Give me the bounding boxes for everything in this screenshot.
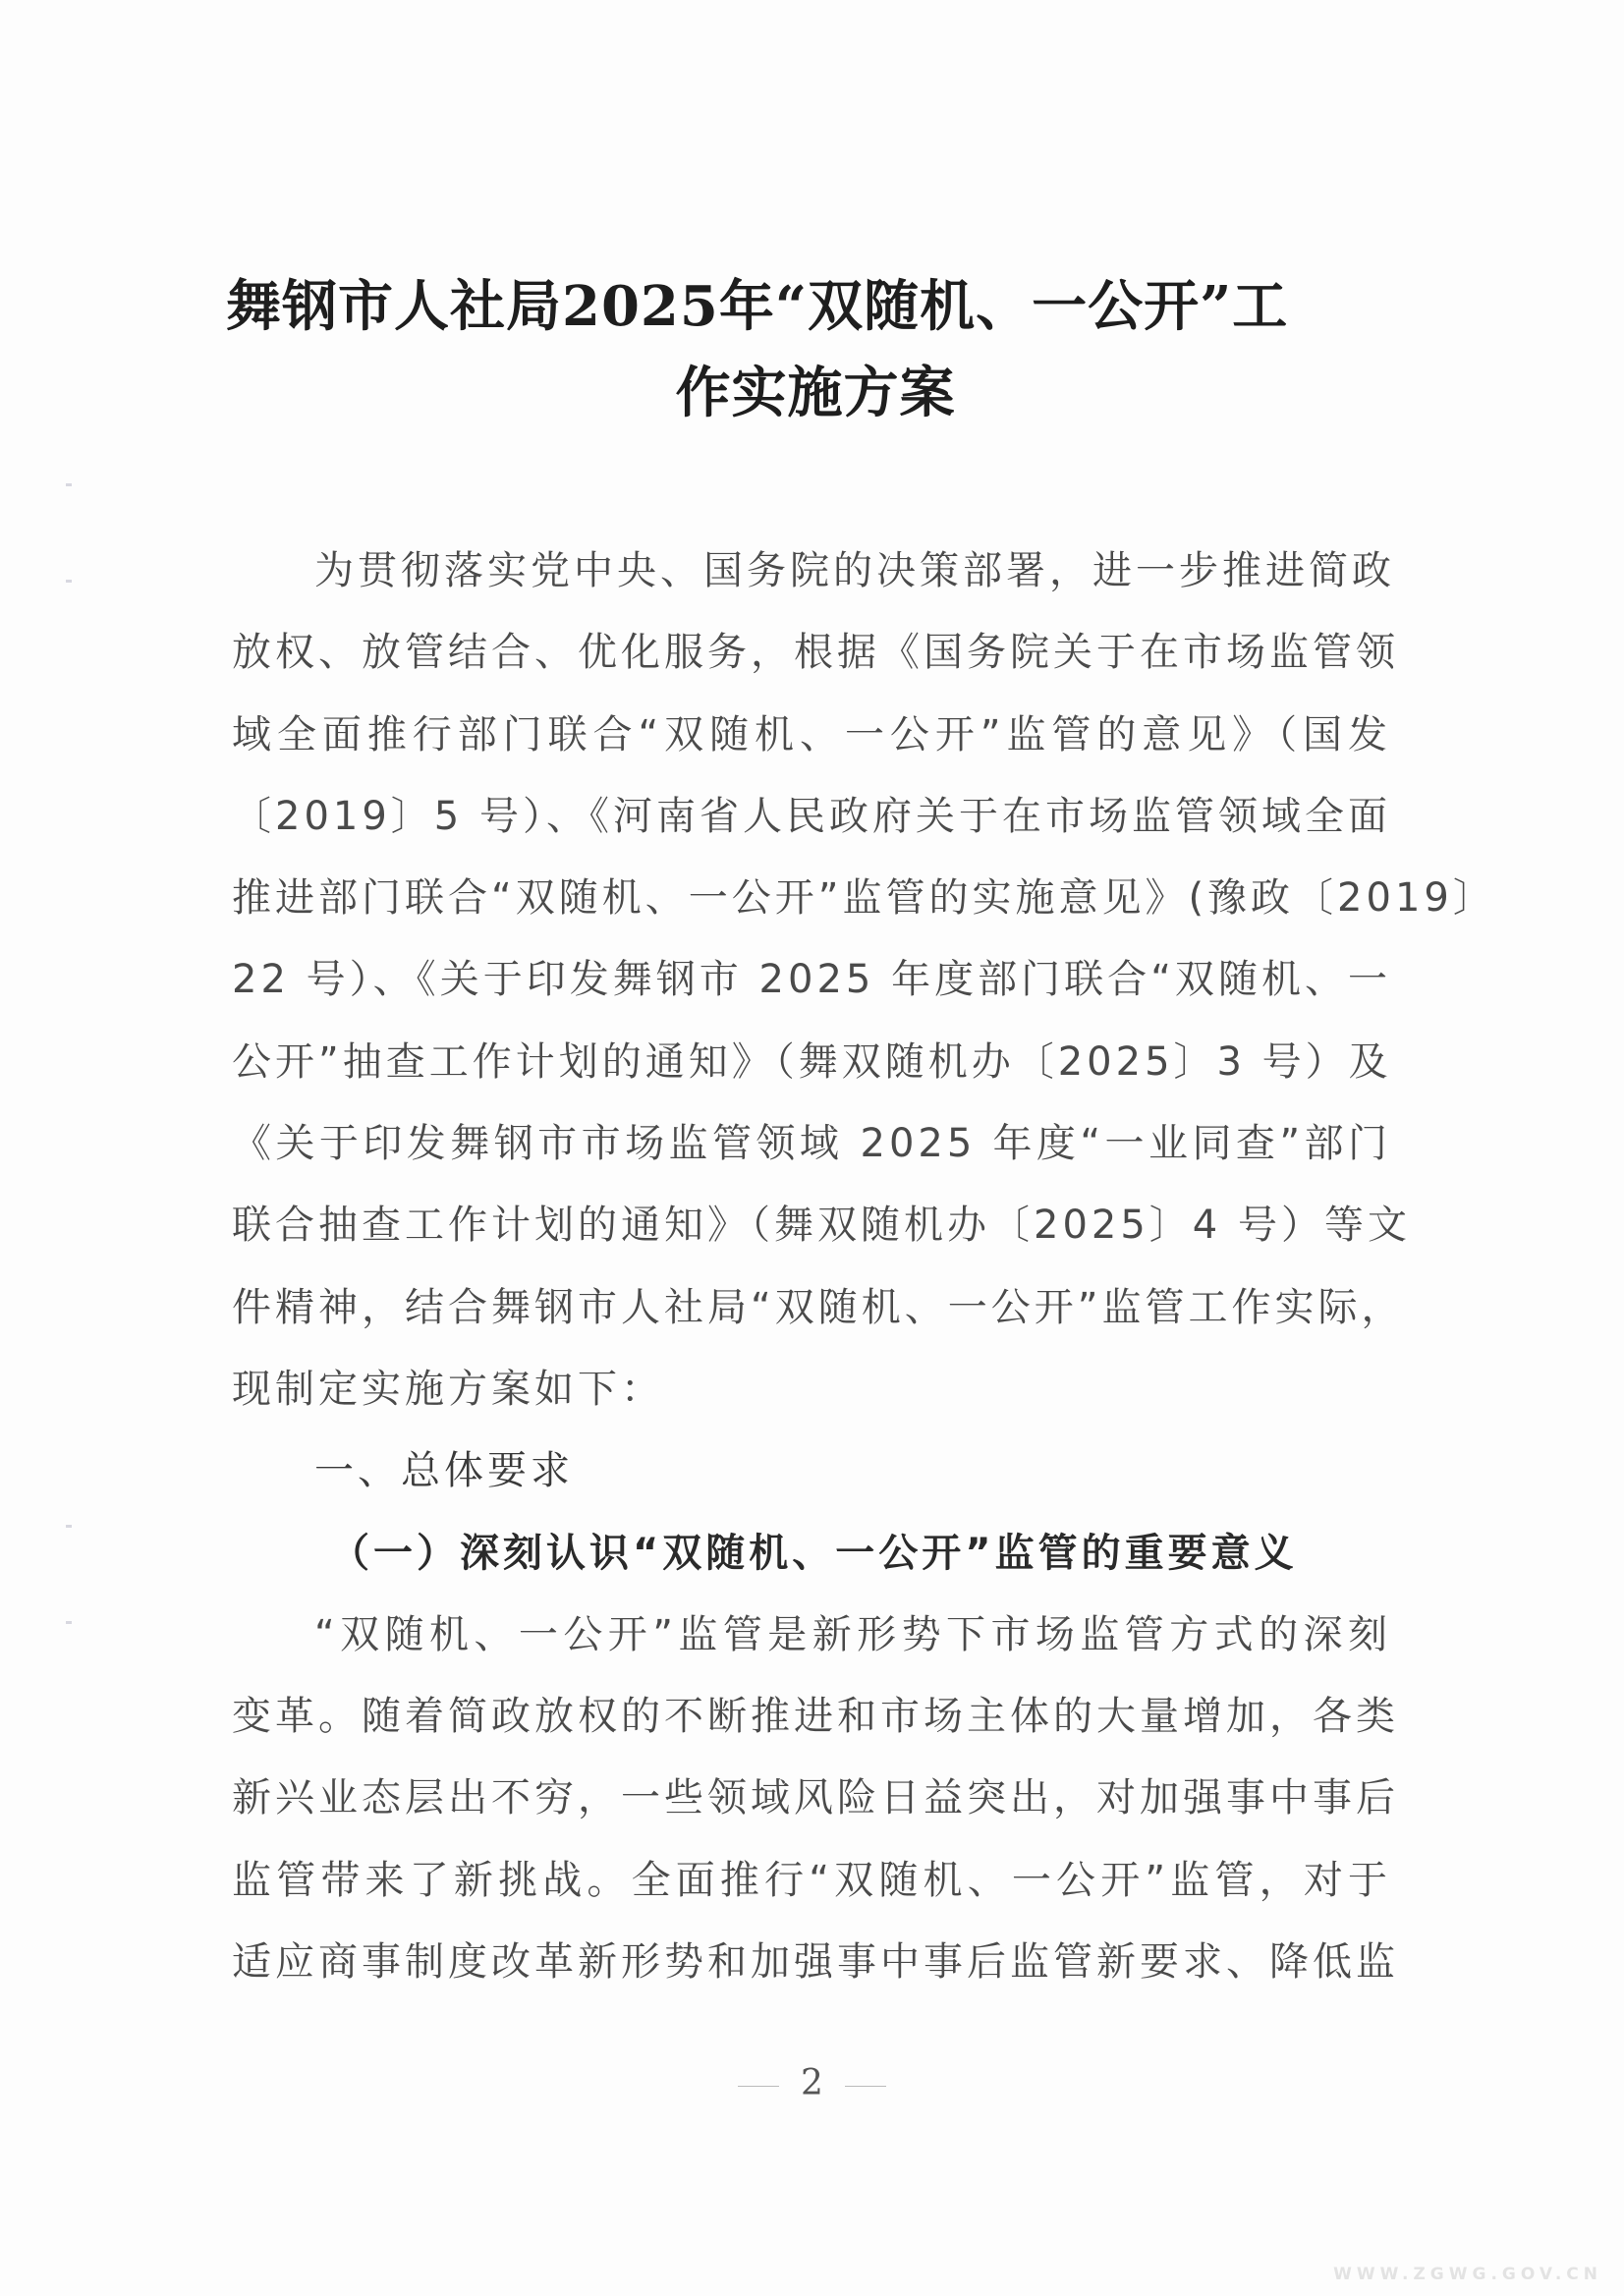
section-heading: 一、总体要求: [314, 1448, 574, 1494]
text-line: 《关于印发舞钢市市场监管领域 2025 年度“一业同查”部门: [232, 1121, 1391, 1167]
text-line: 公开”抽查工作计划的通知》（舞双随机办〔2025〕3 号）及: [232, 1038, 1392, 1085]
document-title: [226, 263, 1405, 436]
page-number: 2: [801, 2063, 823, 2103]
text-line: 域全面推行部门联合“双随机、一公开”监管的意见》（国发: [232, 711, 1391, 757]
subsection-paragraph: [232, 1595, 1399, 2003]
text-line: 监管带来了新挑战。全面推行“双随机、一公开”监管，对于: [232, 1857, 1391, 1903]
page-number-footer: [0, 2063, 1624, 2103]
text-line: 推进部门联合“双随机、一公开”监管的实施意见》(豫政〔2019〕: [232, 875, 1496, 922]
scan-artifact-mark: [66, 1525, 72, 1528]
text-line: 件精神，结合舞钢市人社局“双随机、一公开”监管工作实际，: [232, 1284, 1405, 1330]
title-line-1: 舞钢市人社局2025年“双随机、一公开”工: [226, 274, 1289, 339]
text-line: 联合抽查工作计划的通知》（舞双随机办〔2025〕4 号）等文: [232, 1203, 1411, 1249]
text-line: 〔2019〕5 号）、《河南省人民政府关于在市场监管领域全面: [232, 793, 1391, 839]
footer-dash-left: [738, 2086, 779, 2087]
site-watermark: WWW.ZGWG.GOV.CN: [1333, 2265, 1602, 2284]
scan-artifact-mark: [66, 580, 72, 583]
document-body: [232, 531, 1496, 2003]
text-line: 放权、放管结合、优化服务，根据《国务院关于在市场监管领: [232, 630, 1399, 676]
scan-artifact-mark: [66, 1621, 72, 1624]
scan-artifact-mark: [66, 483, 72, 486]
intro-paragraph: [232, 531, 1496, 1430]
text-line: 22 号）、《关于印发舞钢市 2025 年度部门联合“双随机、一: [232, 957, 1391, 1003]
text-line: 变革。随着简政放权的不断推进和市场主体的大量增加，各类: [232, 1694, 1399, 1740]
footer-dash-right: [845, 2086, 886, 2087]
subsection-heading: （一）深刻认识“双随机、一公开”监管的重要意义: [330, 1530, 1298, 1576]
text-line: “双随机、一公开”监管是新形势下市场监管方式的深刻: [314, 1611, 1391, 1657]
text-line: 适应商事制度改革新形势和加强事中事后监管新要求、降低监: [232, 1939, 1399, 1986]
text-line: 现制定实施方案如下：: [232, 1366, 664, 1412]
text-line: 为贯彻落实党中央、国务院的决策部署，进一步推进简政: [314, 548, 1395, 593]
title-line-2: 作实施方案: [675, 361, 956, 425]
text-line: 新兴业态层出不穷，一些领域风险日益突出，对加强事中事后: [232, 1775, 1399, 1821]
